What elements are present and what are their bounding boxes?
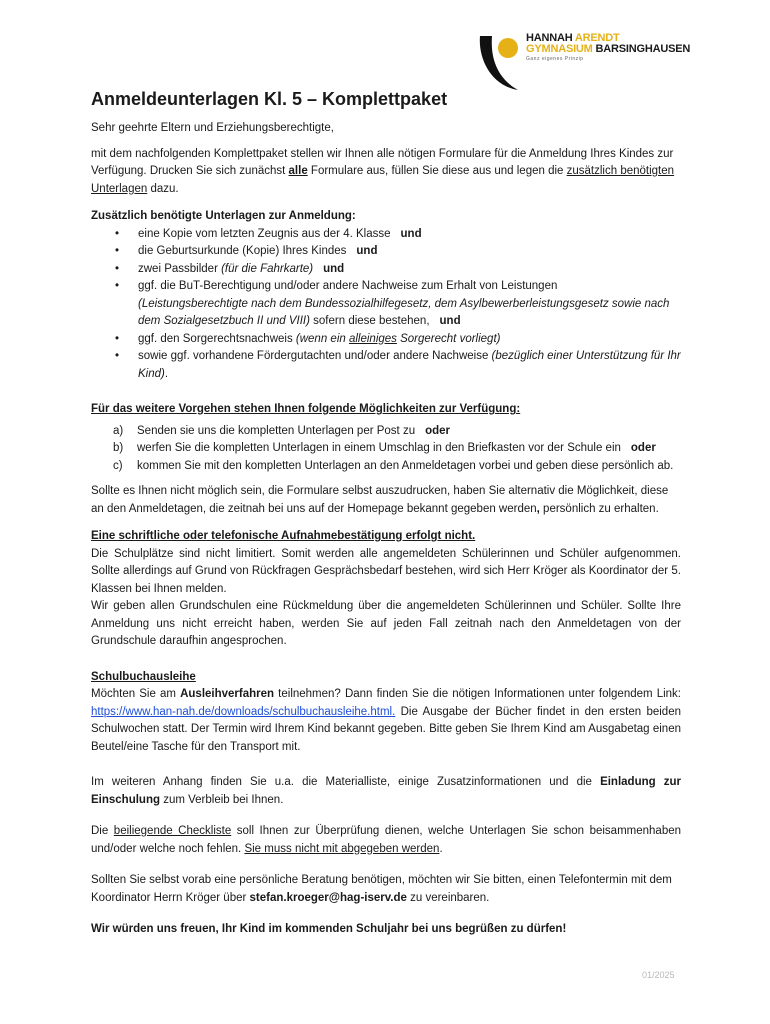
checklist-paragraph: Die beiliegende Checkliste soll Ihnen zur Überprüfung dienen, welche Unterlagen Sie schon beisammenhaben und/oder welche noch fehlen. Sie muss nicht mit abgegeben werden. <box>91 825 682 855</box>
print-note: Sollte es Ihnen nicht möglich sein, die Formulare selbst auszudrucken, haben Sie alternativ die Möglichkeit, diese an den Anmeldetagen, die zeitnah bei uns auf der Homepage bekannt gegeben werden, persönlich zu erhalten. <box>91 485 669 515</box>
confirmation-paragraph: Die Schulplätze sind nicht limitiert. Somit werden alle angemeldeten Schülerinnen und Schüler aufgenommen. Sollte allerdings auf Grund von Rückfragen Gesprächsbedarf bestehen, wird sich Herr Kröger als Koordinator der 5. Klassen bei Ihnen melden. <box>91 547 681 595</box>
contact-email: stefan.kroeger@hag-iserv.de <box>249 891 407 904</box>
schoolbooks-heading: Schulbuchausleihe <box>91 670 196 683</box>
required-heading: Zusätzlich benötigte Unterlagen zur Anmeldung: <box>91 210 356 222</box>
list-item: • eine Kopie vom letzten Zeugnis aus der 4. Klasse und <box>91 226 681 244</box>
greeting: Sehr geehrte Eltern und Erziehungsberechtigte, <box>91 122 334 134</box>
schoolbooks-link[interactable]: https://www.han-nah.de/downloads/schulbuchausleihe.html. <box>91 705 396 718</box>
logo-tagline: Ganz eigenes Prinzip <box>526 56 584 62</box>
logo-emblem-icon <box>478 30 524 94</box>
options-list <box>91 423 681 476</box>
confirmation-heading: Eine schriftliche oder telefonische Aufnahmebestätigung erfolgt nicht. <box>91 530 476 542</box>
contact-paragraph: Sollten Sie selbst vorab eine persönliche Beratung benötigen, möchten wir Sie bitten, einen Telefontermin mit dem Koordinator Herrn Kröger über stefan.kroeger@hag-iserv.de zu vereinbaren. <box>91 874 672 904</box>
closing-line: Wir würden uns freuen, Ihr Kind im kommenden Schuljahr bei uns begrüßen zu dürfen! <box>91 923 567 935</box>
appendix-paragraph: Im weiteren Anhang finden Sie u.a. die Materialliste, einige Zusatzinformationen und die Einladung zur Einschulung zum Verbleib bei Ihnen. <box>91 776 682 806</box>
list-item: • zwei Passbilder (für die Fahrkarte) und <box>91 261 681 279</box>
options-heading: Für das weitere Vorgehen stehen Ihnen folgende Möglichkeiten zur Verfügung: <box>91 403 521 415</box>
schoolbooks-paragraph: Möchten Sie am Ausleihverfahren teilnehmen? Dann finden Sie die nötigen Informationen unter folgendem Link: https://www.han-nah.de/downloads/schulbuchausleihe.html. Die Ausgabe der Bücher findet in den ersten beiden Schulwochen statt. Der Termin wird Ihrem Kind bekannt gegeben. Bitte geben Sie Ihrem Kind am Ausgabetag einen Beutel/eine Tasche für den Transport mit. <box>91 688 682 753</box>
intro-paragraph: mit dem nachfolgenden Komplettpaket stellen wir Ihnen alle nötigen Formulare für die Anmeldung Ihres Kindes zur Verfügung. Drucken Sie sich zunächst alle Formulare aus, füllen Sie diese aus und legen die zusätzlich benötigten Unterlagen dazu. <box>91 147 675 195</box>
list-item: a) Senden sie uns die kompletten Unterlagen per Post zu oder <box>113 424 451 437</box>
required-list <box>91 226 681 384</box>
list-item: • ggf. den Sorgerechtsnachweis (wenn ein alleiniges Sorgerecht vorliegt) <box>91 331 681 349</box>
page-title: Anmeldeunterlagen Kl. 5 – Komplettpaket <box>91 89 448 109</box>
list-item: • die Geburtsurkunde (Kopie) Ihres Kindes und <box>91 243 681 261</box>
logo-line2: GYMNASIUM BARSINGHAUSEN <box>526 43 691 55</box>
list-item: • ggf. die BuT-Berechtigung und/oder andere Nachweise zum Erhalt von Leistungen (Leistungsberechtigte nach dem Bundessozialhilfegesetz, dem Asylbewerberleistungsgesetz sowie nach dem Sozialgesetzbuch II und VIII) sofern diese bestehen, und <box>91 278 681 331</box>
list-item: • sowie ggf. vorhandene Fördergutachten und/oder andere Nachweise (bezüglich einer Unterstützung für Ihr Kind). <box>91 348 681 383</box>
list-item: c) kommen Sie mit den kompletten Unterlagen an den Anmeldetagen vorbei und geben diese persönlich ab. <box>113 459 674 472</box>
feedback-paragraph: Wir geben allen Grundschulen eine Rückmeldung über die angemeldeten Schülerinnen und Schüler. Sollte Ihre Anmeldung uns nicht erreicht haben, werden Sie auf jeden Fall zeitnah nach den Anmeldetagen von der Grundschule daraufhin angesprochen. <box>91 600 681 647</box>
list-item: b) werfen Sie die kompletten Unterlagen in einem Umschlag in den Briefkasten vor der Schule ein oder <box>113 442 656 454</box>
footer-date: 01/2025 <box>642 970 675 980</box>
document-body <box>91 88 681 939</box>
logo-line1: HANNAH ARENDT <box>526 32 620 44</box>
